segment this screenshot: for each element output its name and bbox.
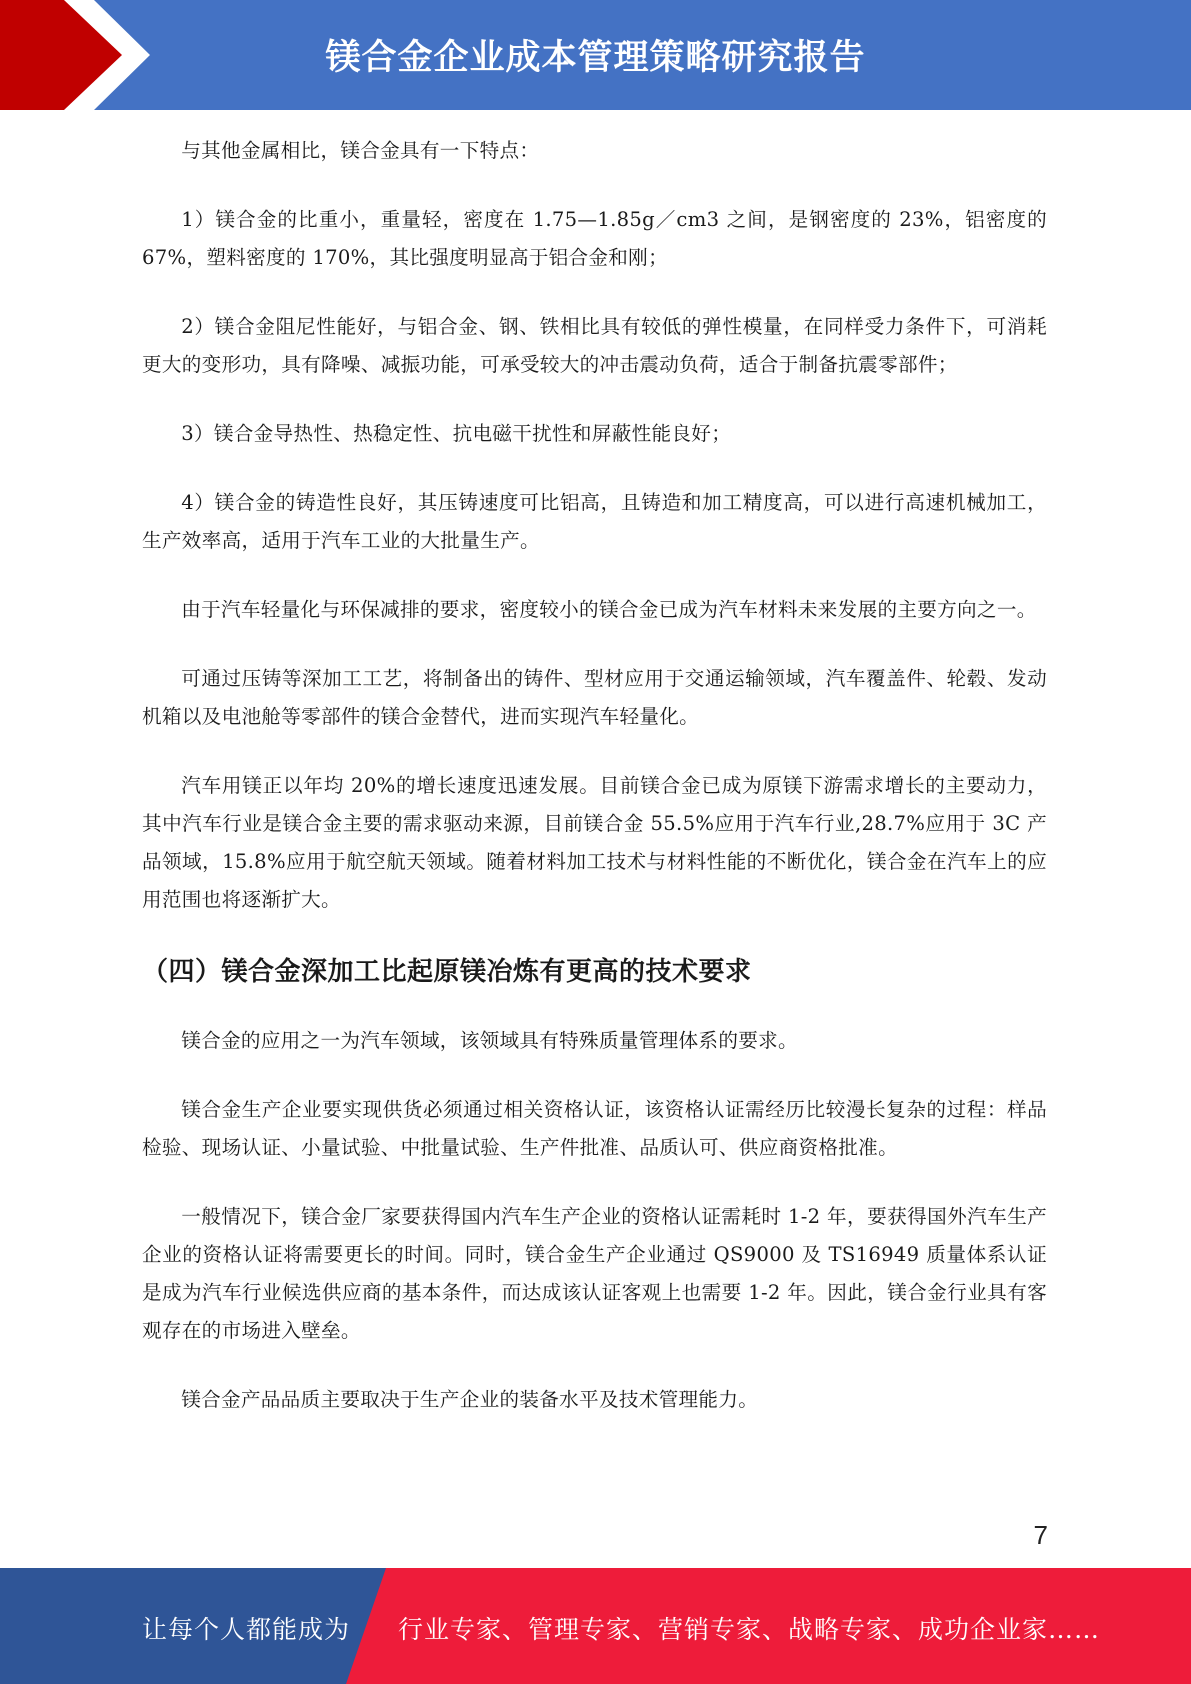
report-title: 镁合金企业成本管理策略研究报告 xyxy=(325,38,866,78)
paragraph: 镁合金的应用之一为汽车领域，该领域具有特殊质量管理体系的要求。 xyxy=(181,1029,798,1052)
paragraph: 2）镁合金阻尼性能好，与铝合金、钢、铁相比具有较低的弹性模量，在同样受力条件下，可消耗更大的变形功，具有降噪、减振功能，可承受较大的冲击震动负荷，适合于制备抗震零部件； xyxy=(142,315,1047,376)
footer-slogan-right: 行业专家、管理专家、营销专家、战略专家、成功企业家…… xyxy=(398,1615,1101,1644)
paragraph: 1）镁合金的比重小，重量轻，密度在 1.75—1.85g／cm3 之间，是钢密度的 23%，铝密度的 67%，塑料密度的 170%，其比强度明显高于铝合金和刚； xyxy=(142,208,1047,269)
page-footer xyxy=(0,1568,1191,1684)
page-header xyxy=(0,0,1191,110)
paragraph: 由于汽车轻量化与环保减排的要求，密度较小的镁合金已成为汽车材料未来发展的主要方向之一。 xyxy=(181,598,1037,621)
page-content xyxy=(142,132,1047,1450)
paragraph: 镁合金产品品质主要取决于生产企业的装备水平及技术管理能力。 xyxy=(181,1388,759,1411)
paragraph: 镁合金生产企业要实现供货必须通过相关资格认证，该资格认证需经历比较漫长复杂的过程：样品检验、现场认证、小量试验、中批量试验、生产件批准、品质认可、供应商资格批准。 xyxy=(142,1098,1047,1159)
footer-slogan-left: 让每个人都能成为 xyxy=(142,1615,351,1644)
paragraph: 3）镁合金导热性、热稳定性、抗电磁干扰性和屏蔽性能良好； xyxy=(181,422,732,445)
paragraph: 4）镁合金的铸造性良好，其压铸速度可比铝高，且铸造和加工精度高，可以进行高速机械加工，生产效率高，适用于汽车工业的大批量生产。 xyxy=(142,491,1047,552)
page-number: 7 xyxy=(1033,1520,1048,1550)
paragraph: 与其他金属相比，镁合金具有一下特点： xyxy=(181,139,540,162)
paragraph: 可通过压铸等深加工工艺，将制备出的铸件、型材应用于交通运输领域，汽车覆盖件、轮毂、发动机箱以及电池舱等零部件的镁合金替代，进而实现汽车轻量化。 xyxy=(142,667,1047,728)
section-heading: （四）镁合金深加工比起原镁冶炼有更高的技术要求 xyxy=(142,957,752,987)
paragraph: 汽车用镁正以年均 20%的增长速度迅速发展。目前镁合金已成为原镁下游需求增长的主要动力，其中汽车行业是镁合金主要的需求驱动来源，目前镁合金 55.5%应用于汽车行业,28.7%应用于 3C 产品领域，15.8%应用于航空航天领域。随着材料加工技术与材料性能的不断优化，镁合金在汽车上的应用范围也将逐渐扩大。 xyxy=(142,774,1047,911)
paragraph: 一般情况下，镁合金厂家要获得国内汽车生产企业的资格认证需耗时 1-2 年，要获得国外汽车生产企业的资格认证将需要更长的时间。同时，镁合金生产企业通过 QS9000 及 TS16949 质量体系认证是成为汽车行业候选供应商的基本条件，而达成该认证客观上也需要 1-2 年。因此，镁合金行业具有客观存在的市场进入壁垒。 xyxy=(142,1205,1047,1342)
